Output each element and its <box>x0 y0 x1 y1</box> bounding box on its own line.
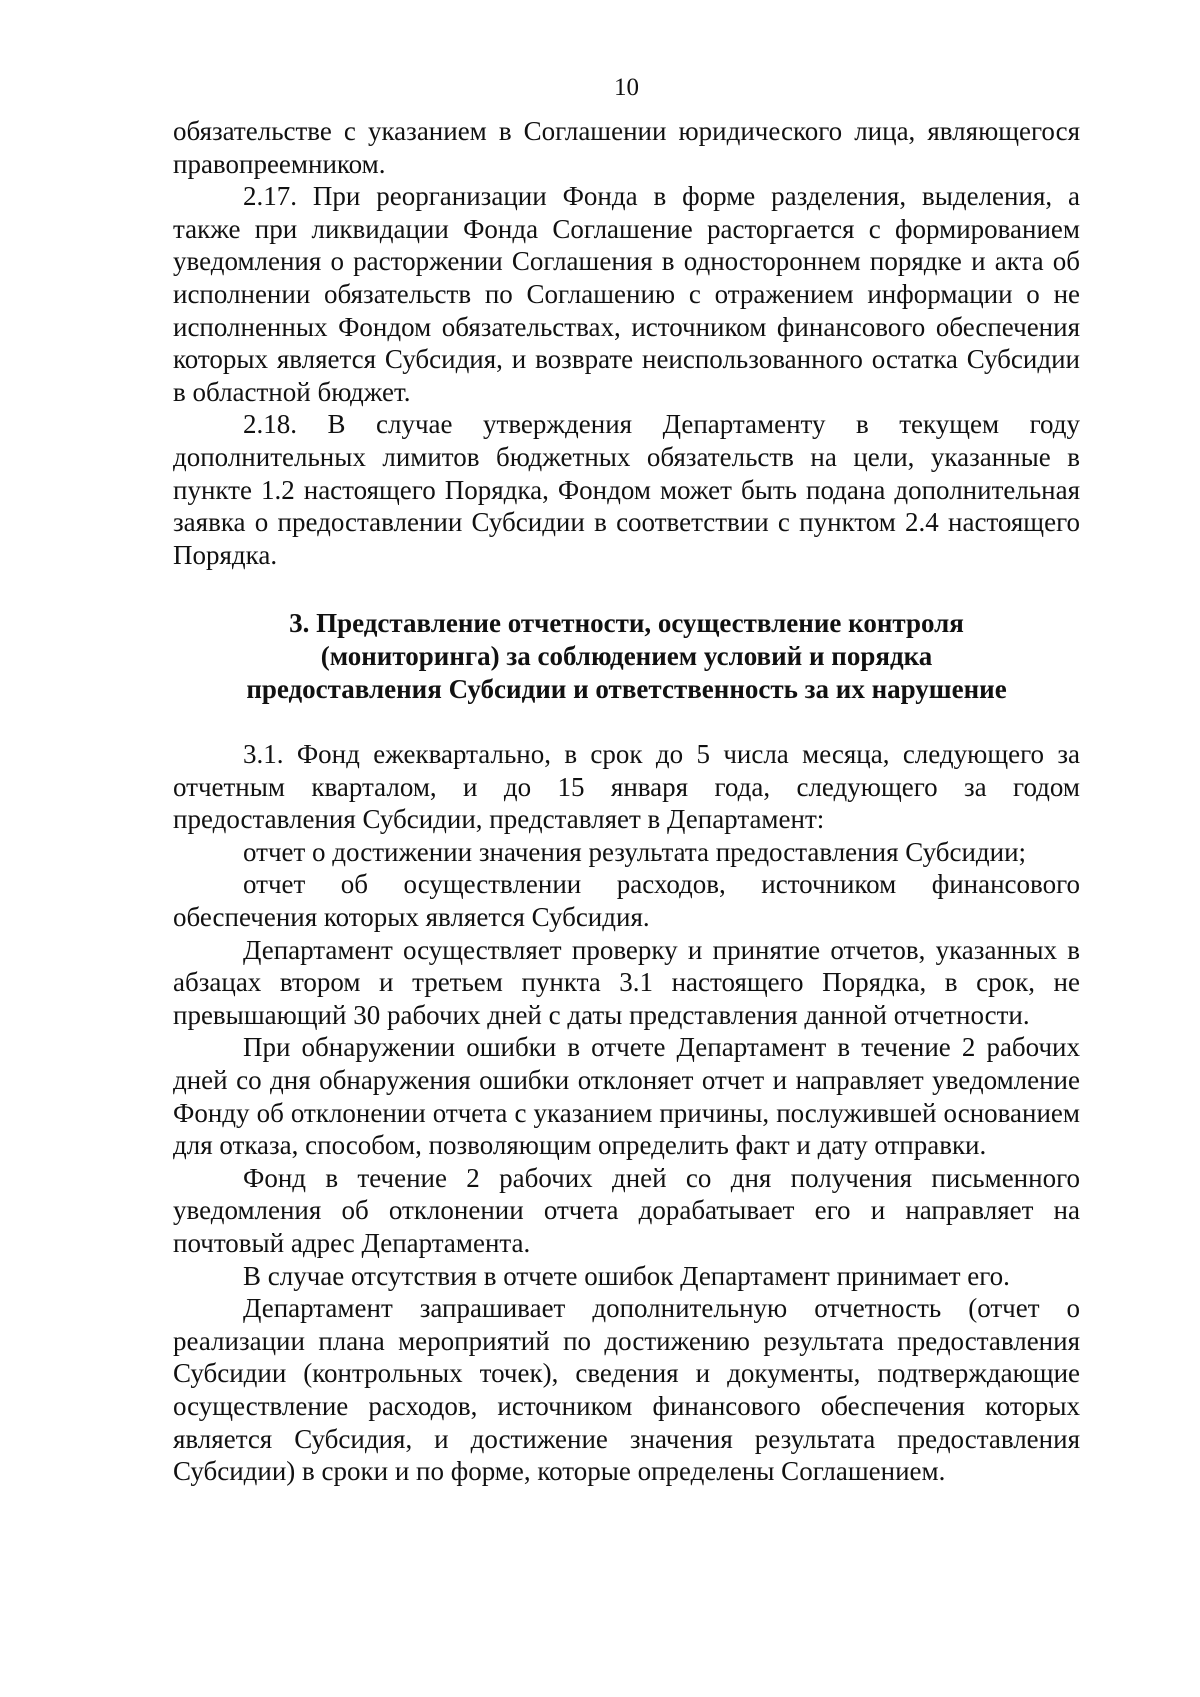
paragraph-2-17: 2.17. При реорганизации Фонда в форме разделения, выделения, а также при ликвидации Фонда Соглашение расторгается с формированием уведомления о расторжении Соглашения в одностороннем порядке и акта об исполнении обязательств по Соглашению с отражением информации о не исполненных Фондом обязательствах, источником финансового обеспечения которых является Субсидия, и возврате неиспользованного остатка Субсидии в областной бюджет. <box>173 181 1080 407</box>
paragraph-department-check: Департамент осуществляет проверку и принятие отчетов, указанных в абзацах втором и третьем пункта 3.1 настоящего Порядка, в срок, не превышающий 30 рабочих дней с даты представления данной отчетности. <box>173 934 1080 1030</box>
paragraph-additional-reporting: Департамент запрашивает дополнительную отчетность (отчет о реализации плана мероприятий по достижению результата предоставления Субсидии (контрольных точек), сведения и документы, подтверждающие осуществление расходов, источником финансового обеспечения которых является Субсидия, и достижение значения результата предоставления Субсидии) в сроки и по форме, которые определены Соглашением. <box>173 1293 1080 1487</box>
paragraph-continuation: обязательстве с указанием в Соглашении юридического лица, являющегося правопреемником. <box>173 116 1080 179</box>
paragraph-3-1: 3.1. Фонд ежеквартально, в срок до 5 числа месяца, следующего за отчетным кварталом, и до 15 января года, следующего за годом предоставления Субсидии, представляет в Департамент: <box>173 739 1080 835</box>
paragraph-2-18: 2.18. В случае утверждения Департаменту в текущем году дополнительных лимитов бюджетных обязательств на цели, указанные в пункте 1.2 настоящего Порядка, Фондом может быть подана дополнительная заявка о предоставлении Субсидии в соответствии с пунктом 2.4 настоящего Порядка. <box>173 409 1080 570</box>
document-body <box>173 115 1080 1488</box>
section-heading-line: (мониторинга) за соблюдением условий и порядка <box>320 640 933 671</box>
section-3-heading <box>173 607 1080 705</box>
paragraph-report-expenses: отчет об осуществлении расходов, источником финансового обеспечения которых является Субсидия. <box>173 869 1080 933</box>
paragraph-error-detection: При обнаружении ошибки в отчете Департамент в течение 2 рабочих дней со дня обнаружения ошибки отклоняет отчет и направляет уведомление Фонду об отклонении отчета с указанием причины, послужившей основанием для отказа, способом, позволяющим определить факт и дату отправки. <box>173 1032 1080 1161</box>
paragraph-fund-rework: Фонд в течение 2 рабочих дней со дня получения письменного уведомления об отклонении отчета дорабатывает его и направляет на почтовый адрес Департамента. <box>173 1162 1080 1258</box>
section-heading-line: 3. Представление отчетности, осуществление контроля <box>289 608 964 639</box>
page-number: 10 <box>614 74 639 101</box>
paragraph-report-result: отчет о достижении значения результата предоставления Субсидии; <box>243 836 1027 867</box>
paragraph-acceptance: В случае отсутствия в отчете ошибок Департамент принимает его. <box>243 1260 1010 1291</box>
section-heading-line: предоставления Субсидии и ответственность за их нарушение <box>246 673 1007 704</box>
